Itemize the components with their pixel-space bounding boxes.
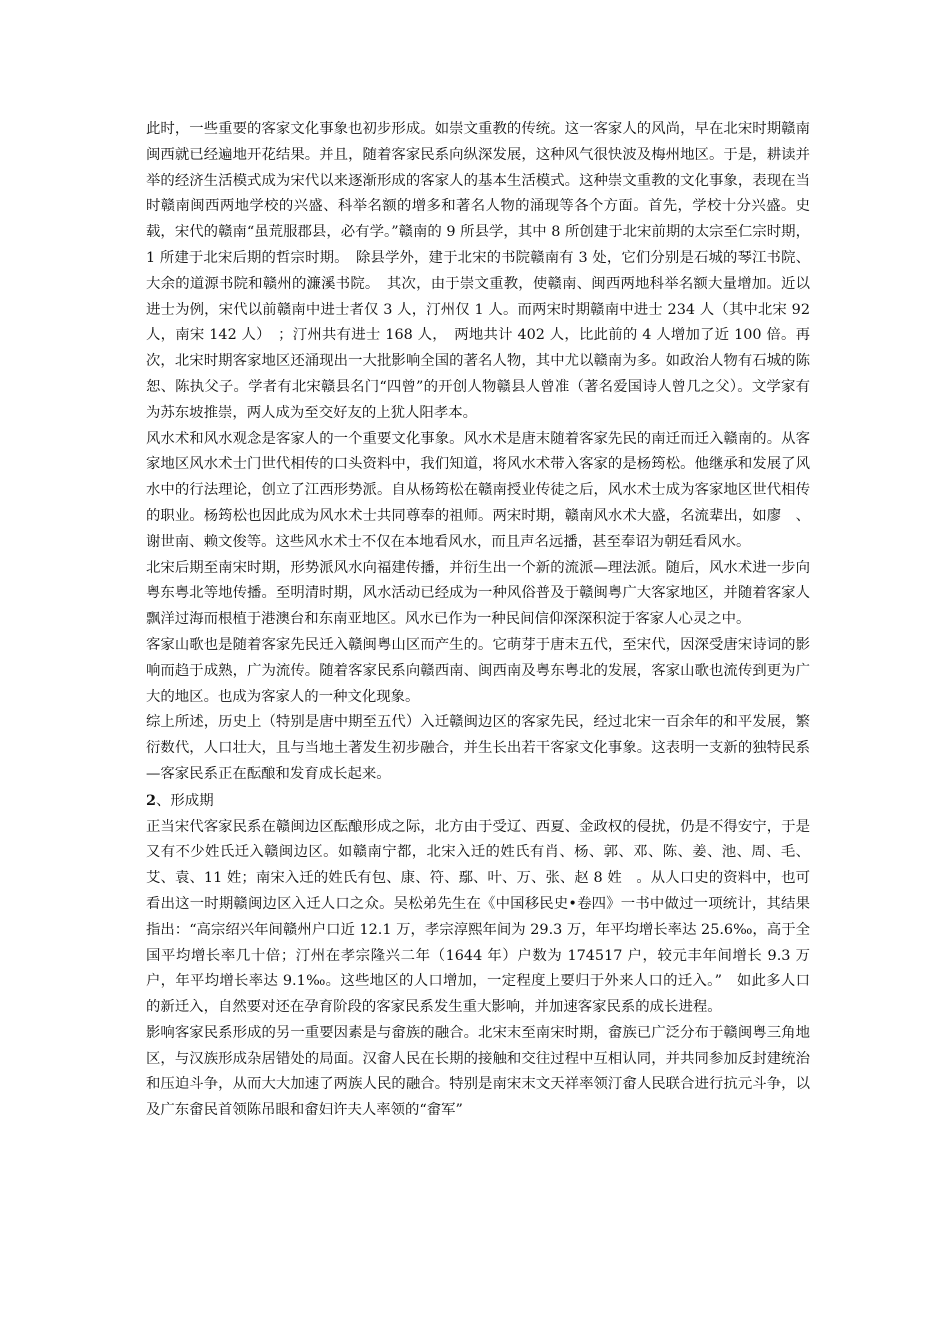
paragraph-migration: 正当宋代客家民系在赣闽边区酝酿形成之际，北方由于受辽、西夏、金政权的侵扰，仍是不得安宁，于是又有不少姓氏迁入赣闽边区。如赣南宁都，北宋入迁的姓氏有肖、杨、郭、邓、陈、姜、池、周、毛、艾、袁、11 姓；南宋入迁的姓氏有包、康、符、鄢、叶、万、张、赵 8 姓 。从人口史的资料中，也可看出这一时期赣闽边区入迁人口之众。吴松弟先生在《中国移民史•卷四》一书中做过一项统计，其结果指出：“高宗绍兴年间赣州户口近 12.1 万，孝宗淳熙年间为 29.3 万，年平均增长率达 25.6‰，高于全国平均增长率几十倍；汀州在孝宗隆兴二年（1644 年）户数为 174517 户，较元丰年间增长 9.3 万户，年平均增长率达 9.1‰。这些地区的人口增加，一定程度上要归于外来人口的迁入。” 如此多人口的新迁入，自然要对还在孕育阶段的客家民系发生重大影响，并加速客家民系的成长进程。 (146, 818, 810, 1016)
document-page (146, 117, 810, 1124)
paragraph-she-fusion: 影响客家民系形成的另一重要因素是与畲族的融合。北宋末至南宋时期，畲族已广泛分布于赣闽粤三角地区，与汉族形成杂居错处的局面。汉畲人民在长期的接触和交往过程中互相认同，并共同参加反封建统治和压迫斗争，从而大大加速了两族人民的融合。特别是南宋末文天祥率领汀畲人民联合进行抗元斗争，以及广东畲民首领陈吊眼和畲妇许夫人率领的“畲军” (146, 1024, 810, 1119)
section-heading (146, 788, 810, 815)
paragraph-hakka-folk-songs: 客家山歌也是随着客家先民迁入赣闽粤山区而产生的。它萌芽于唐末五代，至宋代，因深受唐宋诗词的影响而趋于成熟，广为流传。随着客家民系向赣西南、闽西南及粤东粤北的发展，客家山歌也流传到更为广大的地区。也成为客家人的一种文化现象。 (146, 636, 810, 705)
paragraph-fengshui-origin: 风水术和风水观念是客家人的一个重要文化事象。风水术是唐末随着客家先民的南迁而迁入赣南的。从客家地区风水术士门世代相传的口头资料中，我们知道，将风水术带入客家的是杨筠松。他继承和发展了风水中的行法理论，创立了江西形势派。自从杨筠松在赣南授业传徒之后，风水术士成为客家地区世代相传的职业。杨筠松也因此成为风水术士共同尊奉的祖师。两宋时期，赣南风水术大盛，名流辈出，如廖 、谢世南、赖文俊等。这些风水术士不仅在本地看风水，而且声名远播，甚至奉诏为朝廷看风水。 (146, 430, 810, 550)
section-heading-title: 、形成期 (156, 792, 214, 809)
section-heading-number: 2 (146, 791, 157, 809)
paragraph-culture-education: 此时，一些重要的客家文化事象也初步形成。如崇文重教的传统。这一客家人的风尚，早在北宋时期赣南闽西就已经遍地开花结果。并且，随着客家民系向纵深发展，这种风气很快波及梅州地区。于是，耕读并举的经济生活模式成为宋代以来逐渐形成的客家人的基本生活模式。这种崇文重教的文化事象，表现在当时赣南闽西两地学校的兴盛、科举名额的增多和著名人物的涌现等各个方面。首先，学校十分兴盛。史载，宋代的赣南“虽荒服郡县，必有学。”赣南的 9 所县学，其中 8 所创建于北宋前期的太宗至仁宗时期，1 所建于北宋后期的哲宗时期。 除县学外，建于北宋的书院赣南有 3 处，它们分别是石城的琴江书院、大余的道源书院和赣州的濂溪书院。 其次，由于崇文重教，使赣南、闽西两地科举名额大量增加。近以进士为例，宋代以前赣南中进士者仅 3 人，汀州仅 1 人。而两宋时期赣南中进士 234 人（其中北宋 92 人，南宋 142 人） ；汀州共有进士 168 人， 两地共计 402 人，比此前的 4 人增加了近 100 倍。再次，北宋时期客家地区还涌现出一大批影响全国的著名人物，其中尤以赣南为多。如政治人物有石城的陈恕、陈执父子。学者有北宋赣县名门“四曾”的开创人物赣县人曾准（著名爱国诗人曾几之父）。文学家有为苏东坡推崇，两人成为至交好友的上犹人阳孝本。 (146, 121, 810, 421)
paragraph-fengshui-spread: 北宋后期至南宋时期，形势派风水向福建传播，并衍生出一个新的流派—理法派。随后，风水术进一步向粤东粤北等地传播。至明清时期，风水活动已经成为一种风俗普及于赣闽粤广大客家地区，并随着客家人飘洋过海而根植于港澳台和东南亚地区。风水已作为一种民间信仰深深积淀于客家人心灵之中。 (146, 559, 810, 628)
paragraph-summary: 综上所述，历史上（特别是唐中期至五代）入迁赣闽边区的客家先民，经过北宋一百余年的和平发展，繁衍数代，人口壮大，且与当地土著发生初步融合，并生长出若干客家文化事象。这表明一支新的独特民系—客家民系正在酝酿和发育成长起来。 (146, 714, 810, 782)
